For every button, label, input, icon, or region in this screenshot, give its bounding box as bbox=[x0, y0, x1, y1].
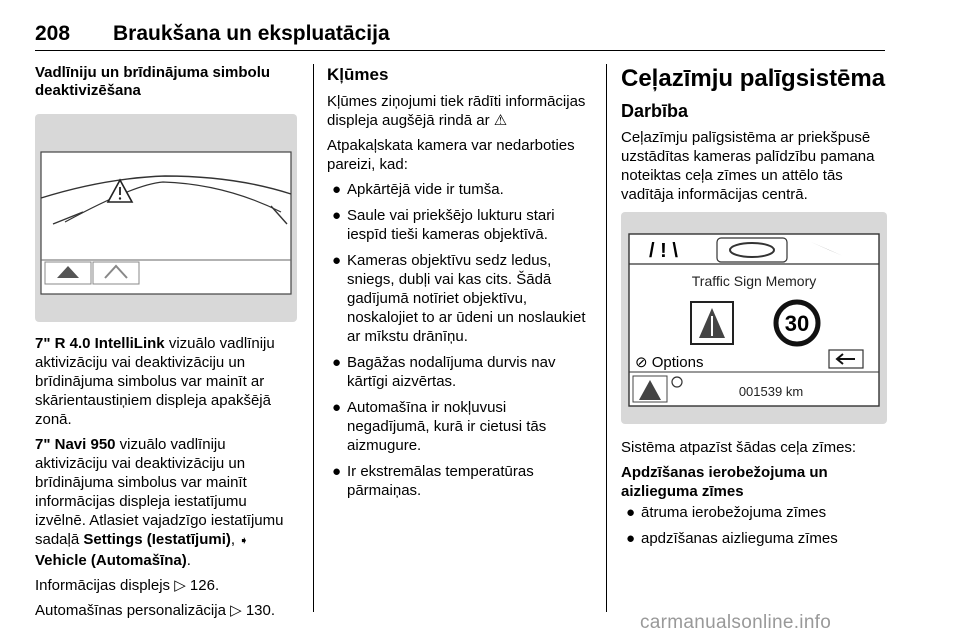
svg-text:30: 30 bbox=[784, 311, 810, 336]
column-divider bbox=[606, 64, 607, 612]
driver-info-display bbox=[621, 212, 887, 424]
bullet-list bbox=[327, 180, 592, 500]
list-item: ● ātruma ierobežojuma zīmes bbox=[626, 504, 827, 521]
column-3 bbox=[621, 64, 887, 555]
section-heading: Kļūmes bbox=[327, 65, 389, 84]
list-item: ● Saule vai priekšējo lukturu stari iespīd tieši kameras objektīvā. bbox=[332, 207, 555, 243]
column-2 bbox=[327, 64, 592, 507]
list-item: ● Bagāžas nodalījuma durvis nav kārtīgi aizvērtas. bbox=[332, 354, 556, 390]
warning-triangle-icon: ⚠ bbox=[493, 112, 508, 129]
section-heading: Ceļazīmju palīgsistēma bbox=[621, 65, 886, 92]
page-header bbox=[35, 22, 885, 51]
bullet-list bbox=[621, 503, 887, 548]
traffic-sign-display-figure bbox=[621, 212, 887, 424]
list-item: ● Apkārtējā vide ir tumša. bbox=[332, 181, 504, 198]
page-reference-icon: ▷ bbox=[230, 602, 242, 619]
cross-reference[interactable]: Automašīnas personalizācija ▷ 130. bbox=[35, 602, 276, 619]
svg-text:001539 km: 001539 km bbox=[738, 384, 804, 399]
arrow-right-icon: ➧ bbox=[239, 535, 249, 547]
page-number: 208 bbox=[35, 22, 71, 45]
list-item: ● Kameras objektīvu sedz ledus, sniegs, dubļi vai kas cits. Šādā gadījumā notīriet objektīvu, noskalojiet to ar ūdeni un noslaukiet ar mīkstu drānīņu. bbox=[332, 252, 586, 345]
list-item: ● apdzīšanas aizlieguma zīmes bbox=[626, 530, 838, 547]
paragraph: 7" Navi 950 vizuālo vadlīniju aktivizāciju vai deaktivizāciju un brīdinājuma simbolus var mainīt informācijas displeja iestatījumu izvēlnē. Atlasiet vajadzīgo iestatījumu sadaļā Settings (Iestatījumi), ➧ Vehicle (Automašīna). bbox=[35, 436, 284, 569]
page-reference-icon: ▷ bbox=[174, 577, 186, 594]
paragraph: Kļūmes ziņojumi tiek rādīti informācijas displeja augšējā rindā ar ⚠ bbox=[327, 93, 586, 129]
subheading: Apdzīšanas ierobežojuma un aizlieguma zīmes bbox=[621, 464, 828, 500]
page-title: Braukšana un ekspluatācija bbox=[113, 22, 390, 45]
options-label: ⊘ Options bbox=[635, 354, 704, 371]
camera-display-figure bbox=[35, 114, 297, 322]
section-heading: Vadlīniju un brīdinājuma simbolu deaktivizēšana bbox=[35, 64, 271, 99]
column-divider bbox=[313, 64, 314, 612]
watermark: carmanualsonline.info bbox=[640, 612, 832, 633]
cross-reference[interactable]: Informācijas displejs ▷ 126. bbox=[35, 577, 220, 594]
lane-icon: / ! \ bbox=[649, 240, 678, 262]
svg-text:Traffic Sign Memory: Traffic Sign Memory bbox=[691, 273, 817, 289]
column-1 bbox=[35, 64, 297, 626]
road-sign-icon bbox=[691, 302, 733, 344]
speed-limit-icon bbox=[776, 302, 818, 344]
list-item: ● Automašīna ir nokļuvusi negadījumā, kurā ir cietusi tās aizmugure. bbox=[332, 399, 547, 454]
rear-camera-illustration bbox=[35, 114, 297, 322]
subheading: Darbība bbox=[621, 101, 689, 121]
paragraph: Atpakaļskata kamera var nedarboties pareizi, kad: bbox=[327, 137, 575, 173]
paragraph: 7" R 4.0 IntelliLink vizuālo vadlīniju aktivizāciju vai deaktivizāciju un brīdinājuma simbolus var mainīt ar skārientaustiņiem displeja apakšējā zonā. bbox=[35, 335, 275, 428]
list-item: ● Ir ekstremālas temperatūras pārmaiņas. bbox=[332, 463, 534, 499]
paragraph: Sistēma atpazīst šādas ceļa zīmes: bbox=[621, 439, 857, 456]
paragraph: Ceļazīmju palīgsistēma ar priekšpusē uzstādītas kameras palīdzību pamana noteiktas ceļa zīmes un attēlo tās vadītāja informācijas centrā. bbox=[621, 129, 875, 203]
